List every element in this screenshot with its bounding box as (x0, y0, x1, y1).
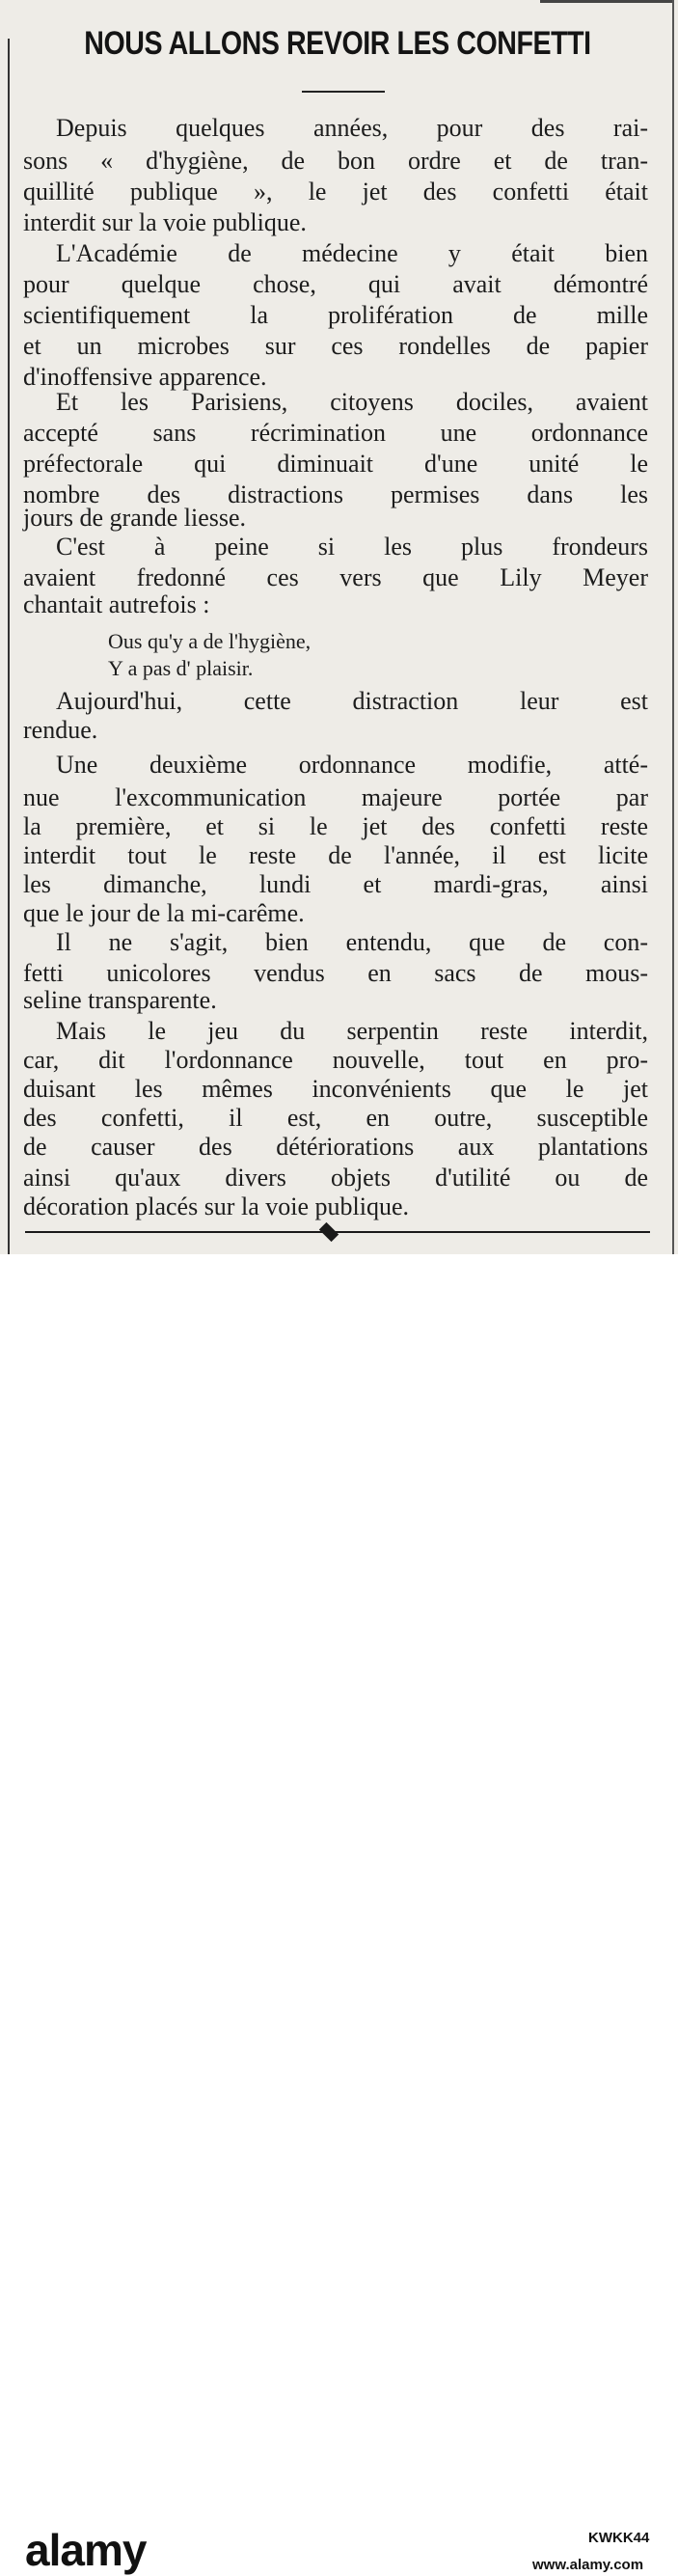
text-line: Aujourd'hui, cette distraction leur est (56, 687, 648, 715)
newspaper-clipping (0, 0, 678, 1254)
text-line: ainsi qu'aux divers objets d'utilité ou de (23, 1164, 648, 1192)
watermark-footer (0, 1254, 678, 2575)
column-border-right (672, 0, 674, 1254)
text-line: jours de grande liesse. (23, 504, 247, 532)
article-headline: NOUS ALLONS REVOIR LES CONFETTI (84, 25, 591, 62)
headline-rule (302, 91, 385, 93)
text-line: scientifiquement la prolifération de mille (23, 301, 648, 329)
text-line: sons « d'hygiène, de bon ordre et de tran- (23, 147, 648, 175)
text-line: fetti unicolores vendus en sacs de mous- (23, 959, 648, 987)
text-line: pour quelque chose, qui avait démontré (23, 270, 648, 298)
text-line: et un microbes sur ces rondelles de papier (23, 332, 648, 360)
text-line: chantait autrefois : (23, 590, 210, 618)
text-line: quillité publique », le jet des confetti était (23, 178, 648, 206)
text-line: Depuis quelques années, pour des rai- (56, 114, 648, 142)
watermark-url: www.alamy.com (532, 2557, 644, 2573)
text-line: d'inoffensive apparence. (23, 363, 267, 391)
text-line: les dimanche, lundi et mardi-gras, ainsi (23, 870, 648, 898)
text-line: Et les Parisiens, citoyens dociles, avaient (56, 388, 648, 416)
text-line: rendue. (23, 716, 98, 744)
text-line: des confetti, il est, en outre, susceptible (23, 1104, 648, 1132)
text-line: nue l'excommunication majeure portée par (23, 783, 648, 811)
text-line: C'est à peine si les plus frondeurs (56, 533, 648, 561)
text-line: la première, et si le jet des confetti reste (23, 812, 648, 840)
text-line: interdit tout le reste de l'année, il est licite (23, 841, 648, 869)
text-line: de causer des détériorations aux plantations (23, 1133, 648, 1161)
text-line: Il ne s'agit, bien entendu, que de con- (56, 928, 648, 956)
text-line: L'Académie de médecine y était bien (56, 239, 648, 267)
image-id-label: KWKK44 (588, 2530, 650, 2546)
text-line: avaient fredonné ces vers que Lily Meyer (23, 563, 648, 591)
alamy-logo: alamy (25, 2525, 147, 2575)
ornament-icon (319, 1222, 339, 1242)
text-line: préfectorale qui diminuait d'une unité le (23, 450, 648, 478)
verse-line: Y a pas d' plaisir. (108, 656, 254, 680)
top-rule (540, 0, 672, 3)
text-line: que le jour de la mi-carême. (23, 899, 305, 927)
text-line: décoration placés sur la voie publique. (23, 1192, 409, 1220)
text-line: nombre des distractions permises dans les (23, 480, 648, 508)
verse-line: Ous qu'y a de l'hygiène, (108, 629, 312, 653)
text-line: interdit sur la voie publique. (23, 208, 307, 236)
text-line: duisant les mêmes inconvénients que le jet (23, 1075, 648, 1103)
text-line: car, dit l'ordonnance nouvelle, tout en pro- (23, 1046, 648, 1074)
text-line: Mais le jeu du serpentin reste interdit, (56, 1017, 648, 1045)
column-border-left (8, 39, 10, 1254)
text-line: seline transparente. (23, 986, 217, 1014)
text-line: Une deuxième ordonnance modifie, atté- (56, 751, 648, 779)
text-line: accepté sans récrimination une ordonnance (23, 419, 648, 447)
